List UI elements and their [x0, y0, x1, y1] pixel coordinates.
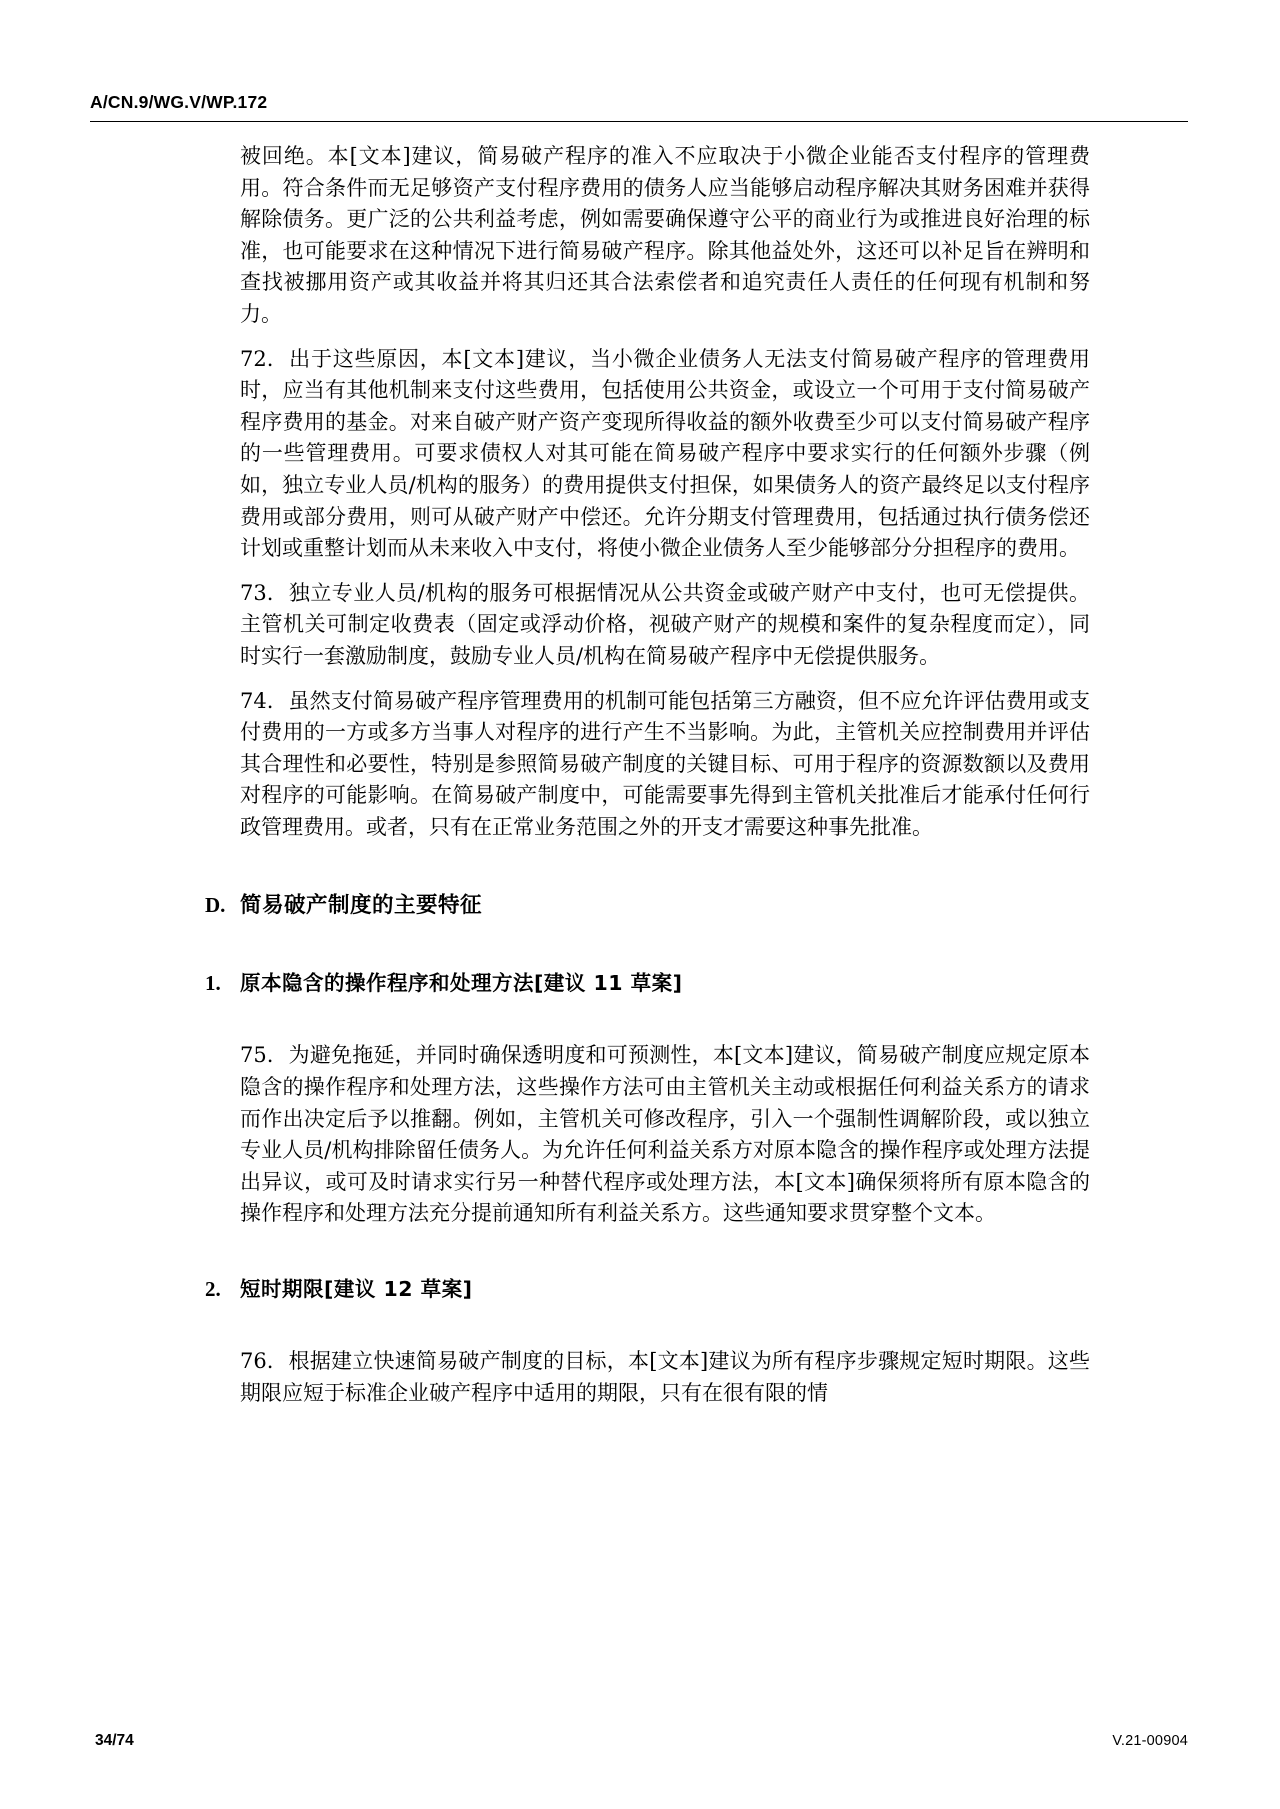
- paragraph-text: 虽然支付简易破产程序管理费用的机制可能包括第三方融资，但不应允许评估费用或支付费用的一方或多方当事人对程序的进行产生不当影响。为此，主管机关应控制费用并评估其合理性和必要性，特别是参照简易破产制度的关键目标、可用于程序的资源数额以及费用对程序的可能影响。在简易破产制度中，可能需要事先得到主管机关批准后才能承付任何行政管理费用。或者，只有在正常业务范围之外的开支才需要这种事先批准。: [240, 688, 1090, 839]
- paragraph-71-continuation: [240, 141, 1090, 331]
- paragraph-74: [240, 686, 1090, 844]
- doc-symbol: A/CN.9/WG.V/WP.172: [90, 92, 268, 112]
- page-number: 34/74: [95, 1732, 134, 1749]
- subsection-number: 2.: [205, 1277, 221, 1302]
- paragraph-number: 72.: [240, 346, 274, 371]
- paragraph-text: 独立专业人员/机构的服务可根据情况从公共资金或破产财产中支付，也可无偿提供。主管机关可制定收费表（固定或浮动价格，视破产财产的规模和案件的复杂程度而定），同时实行一套激励制度，鼓励专业人员/机构在简易破产程序中无偿提供服务。: [240, 580, 1090, 668]
- subsection-heading-1: [205, 968, 1090, 998]
- section-heading-d: [205, 890, 1090, 921]
- paragraph-75: [240, 1040, 1090, 1230]
- section-title: 简易破产制度的主要特征: [240, 893, 483, 919]
- document-body: [205, 141, 1090, 1422]
- subsection-title: 短时期限[建议 12 草案]: [240, 1277, 473, 1302]
- paragraph-76: [240, 1346, 1090, 1409]
- job-number: V.21-00904: [1112, 1733, 1188, 1749]
- subsection-number: 1.: [205, 971, 221, 996]
- paragraph-text: 根据建立快速简易破产制度的目标，本[文本]建议为所有程序步骤规定短时期限。这些期限应短于标准企业破产程序中适用的期限，只有在很有限的情: [240, 1349, 1090, 1405]
- subsection-title: 原本隐含的操作程序和处理方法[建议 11 草案]: [240, 971, 683, 996]
- paragraph-text: 为避免拖延，并同时确保透明度和可预测性，本[文本]建议，简易破产制度应规定原本隐含的操作程序和处理方法，这些操作方法可由主管机关主动或根据任何利益关系方的请求而作出决定后予以推翻。例如，主管机关可修改程序，引入一个强制性调解阶段，或以独立专业人员/机构排除留任债务人。为允许任何利益关系方对原本隐含的操作程序或处理方法提出异议，或可及时请求实行另一种替代程序或处理方法，本[文本]确保须将所有原本隐含的操作程序和处理方法充分提前通知所有利益关系方。这些通知要求贯穿整个文本。: [240, 1043, 1090, 1226]
- section-letter: D.: [205, 893, 226, 918]
- paragraph-text: 被回绝。本[文本]建议，简易破产程序的准入不应取决于小微企业能否支付程序的管理费用。符合条件而无足够资产支付程序费用的债务人应当能够启动程序解决其财务困难并获得解除债务。更广泛的公共利益考虑，例如需要确保遵守公平的商业行为或推进良好治理的标准，也可能要求在这种情况下进行简易破产程序。除其他益处外，这还可以补足旨在辨明和查找被挪用资产或其收益并将其归还其合法索偿者和追究责任人责任的任何现有机制和努力。: [240, 144, 1090, 326]
- paragraph-number: 74.: [240, 688, 274, 713]
- paragraph-number: 76.: [240, 1349, 274, 1374]
- subsection-heading-2: [205, 1274, 1090, 1304]
- paragraph-text: 出于这些原因，本[文本]建议，当小微企业债务人无法支付简易破产程序的管理费用时，应当有其他机制来支付这些费用，包括使用公共资金，或设立一个可用于支付简易破产程序费用的基金。对来自破产财产资产变现所得收益的额外收费至少可以支付简易破产程序的一些管理费用。可要求债权人对其可能在简易破产程序中要求实行的任何额外步骤（例如，独立专业人员/机构的服务）的费用提供支付担保，如果债务人的资产最终足以支付程序费用或部分费用，则可从破产财产中偿还。允许分期支付管理费用，包括通过执行债务偿还计划或重整计划而从未来收入中支付，将使小微企业债务人至少能够部分分担程序的费用。: [240, 346, 1090, 561]
- header-rule: [90, 121, 1188, 122]
- paragraph-73: [240, 578, 1090, 673]
- paragraph-number: 73.: [240, 580, 274, 605]
- paragraph-number: 75.: [240, 1043, 274, 1068]
- paragraph-72: [240, 344, 1090, 565]
